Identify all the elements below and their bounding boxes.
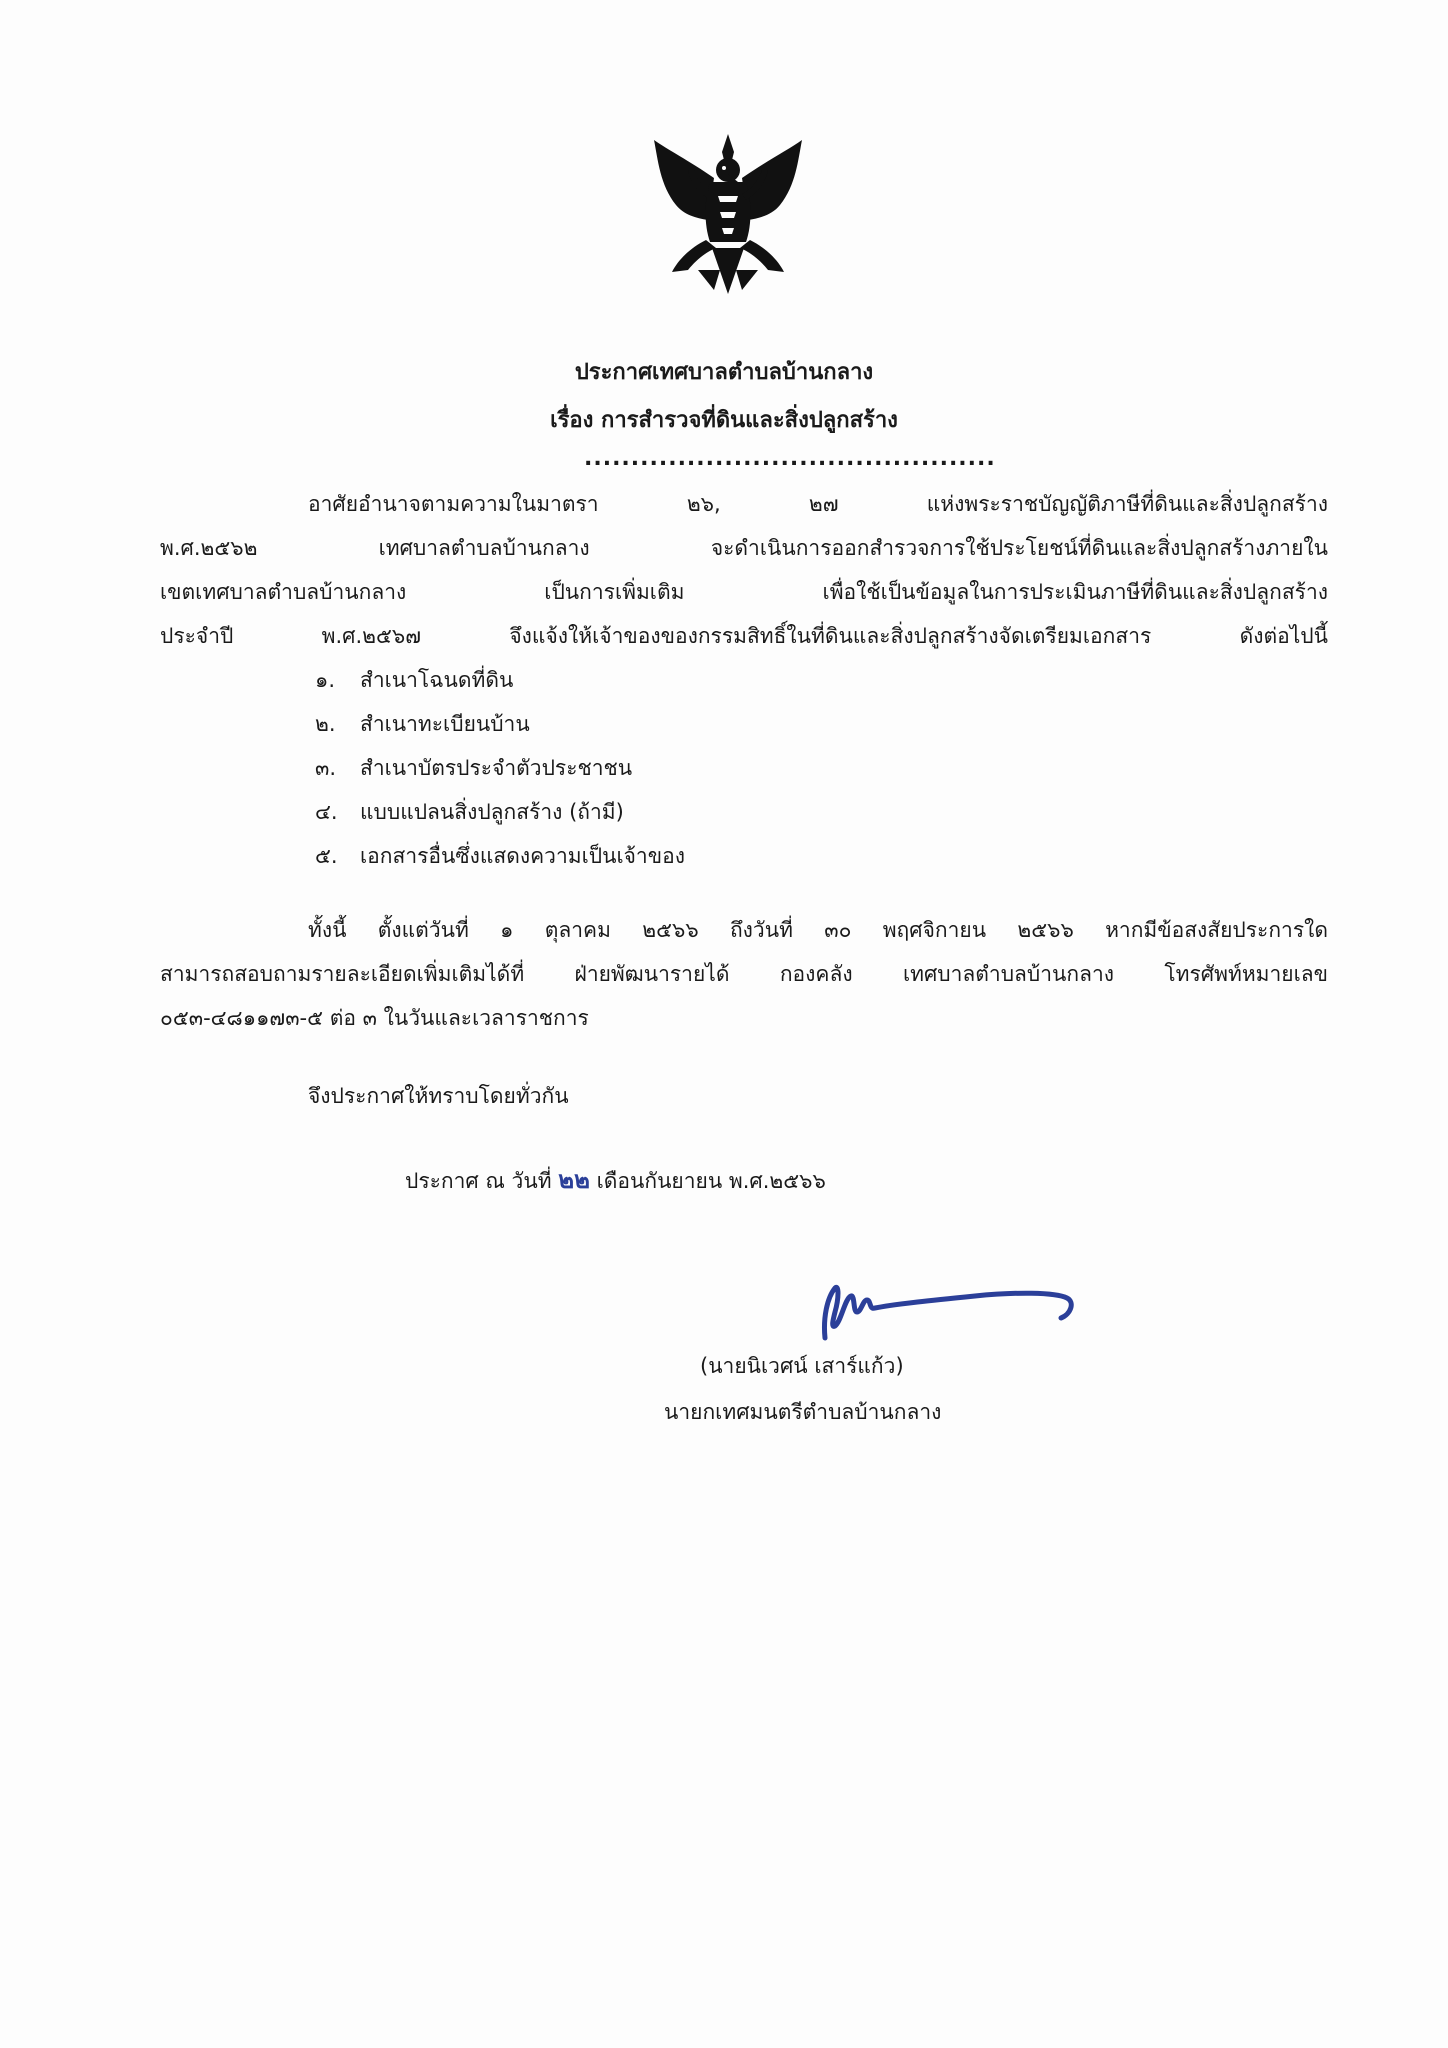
document-item-number: ๓. xyxy=(315,756,337,780)
document-item-text: สำเนาทะเบียนบ้าน xyxy=(360,712,530,736)
date-suffix: เดือนกันยายน พ.ศ.๒๕๖๖ xyxy=(596,1169,826,1193)
title-separator: ............................................ xyxy=(584,446,996,471)
document-item xyxy=(315,708,530,741)
date-prefix: ประกาศ ณ วันที่ xyxy=(405,1169,552,1193)
document-item-text: สำเนาบัตรประจำตัวประชาชน xyxy=(360,756,633,780)
document-item-text: สำเนาโฉนดที่ดิน xyxy=(360,668,514,692)
document-item-number: ๕. xyxy=(315,844,338,868)
announcement-date xyxy=(405,1160,826,1199)
closing-statement: จึงประกาศให้ทราบโดยทั่วกัน xyxy=(308,1084,569,1108)
announcement-subject: เรื่อง การสำรวจที่ดินและสิ่งปลูกสร้าง xyxy=(550,408,898,433)
document-item-number: ๔. xyxy=(315,800,338,824)
garuda-emblem-icon xyxy=(648,130,808,298)
signer-name: (นายนิเวศน์ เสาร์แก้ว) xyxy=(700,1354,904,1378)
handwritten-signature xyxy=(805,1268,1085,1348)
document-item xyxy=(315,796,624,829)
handwritten-day: ๒๒ xyxy=(558,1165,590,1194)
paragraph-1-line-1: อาศัยอำนาจตามความในมาตรา ๒๖, ๒๗ แห่งพระราชบัญญัติภาษีที่ดินและสิ่งปลูกสร้าง xyxy=(308,492,1328,516)
document-item xyxy=(315,752,632,785)
paragraph-2-line-1: ทั้งนี้ ตั้งแต่วันที่ ๑ ตุลาคม ๒๕๖๖ ถึงวันที่ ๓๐ พฤศจิกายน ๒๕๖๖ หากมีข้อสงสัยประการใด xyxy=(308,918,1328,942)
paragraph-2-line-3: ๐๕๓-๔๘๑๑๗๓-๕ ต่อ ๓ ในวันและเวลาราชการ xyxy=(160,1006,589,1030)
document-item-text: เอกสารอื่นซึ่งแสดงความเป็นเจ้าของ xyxy=(360,844,685,868)
signer-position: นายกเทศมนตรีตำบลบ้านกลาง xyxy=(664,1400,942,1424)
paragraph-1-line-2: พ.ศ.๒๕๖๒ เทศบาลตำบลบ้านกลาง จะดำเนินการออกสำรวจการใช้ประโยชน์ที่ดินและสิ่งปลูกสร้างภายใน xyxy=(160,536,1328,560)
document-item xyxy=(315,840,685,873)
paragraph-1-line-3: เขตเทศบาลตำบลบ้านกลาง เป็นการเพิ่มเติม เพื่อใช้เป็นข้อมูลในการประเมินภาษีที่ดินและสิ่งปลูกสร้าง xyxy=(160,580,1328,604)
paragraph-2-line-2: สามารถสอบถามรายละเอียดเพิ่มเติมได้ที่ ฝ่ายพัฒนารายได้ กองคลัง เทศบาลตำบลบ้านกลาง โทรศัพท์หมายเลข xyxy=(160,962,1328,986)
announcement-title: ประกาศเทศบาลตำบลบ้านกลาง xyxy=(574,360,874,385)
document-item-number: ๒. xyxy=(315,712,336,736)
paragraph-1-line-4: ประจำปี พ.ศ.๒๕๖๗ จึงแจ้งให้เจ้าของของกรรมสิทธิ์ในที่ดินและสิ่งปลูกสร้างจัดเตรียมเอกสาร ดังต่อไปนี้ xyxy=(160,624,1328,648)
document-item-text: แบบแปลนสิ่งปลูกสร้าง (ถ้ามี) xyxy=(360,800,624,824)
document-item xyxy=(315,664,513,697)
document-item-number: ๑. xyxy=(315,668,336,692)
